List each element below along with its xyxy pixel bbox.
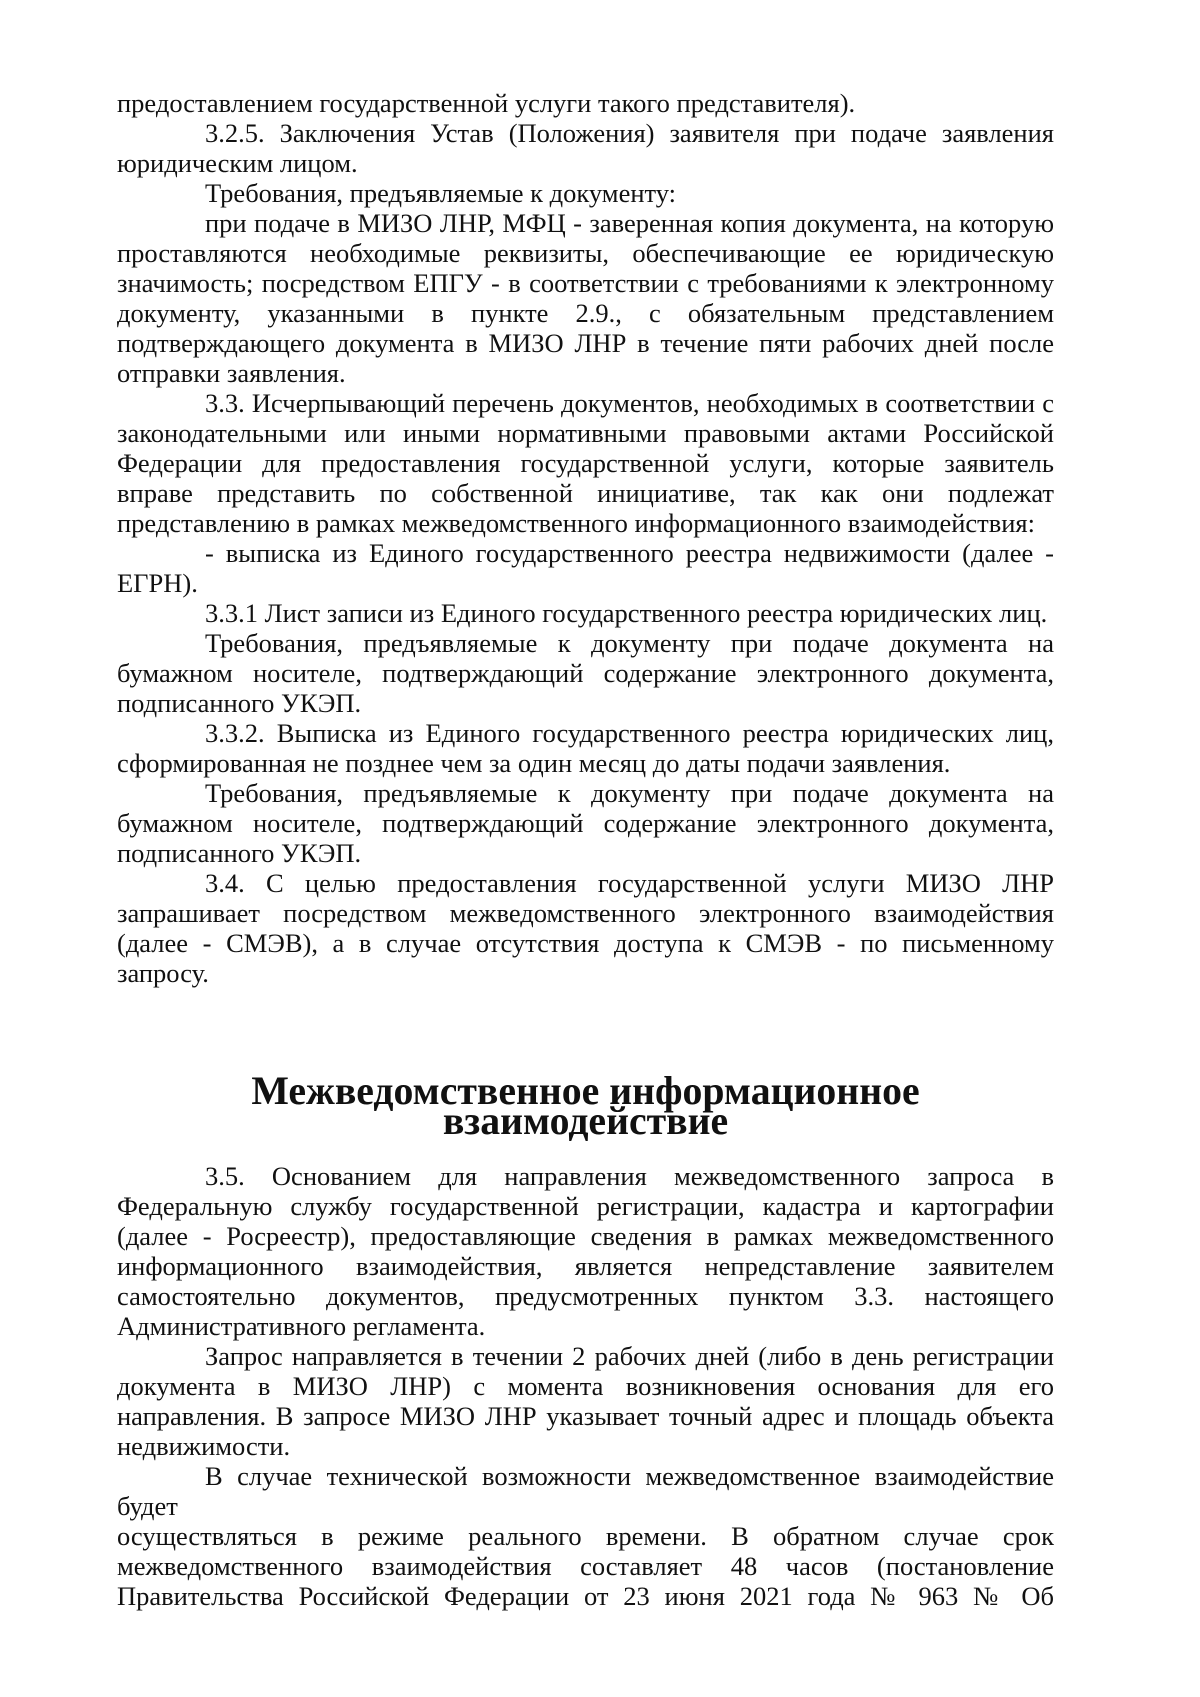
- paragraph-p35: 3.5. Основанием для направления межведомственного запроса в Федеральную службу государственной регистрации, кадастра и картографии (далее - Росреестр), предоставляющие сведения в рамках межведомственного информационного взаимодействия, является непредставление заявителем самостоятельно документов, предусмотренных пунктом 3.3. настоящего Административного регламента.: [117, 1161, 1054, 1341]
- paragraph-req3: Требования, предъявляемые к документу при подаче документа на бумажном носителе, подтверждающий содержание электронного документа, подписанного УКЭП.: [117, 778, 1054, 868]
- paragraph-p325: 3.2.5. Заключения Устав (Положения) заявителя при подаче заявления юридическим лицом.: [117, 118, 1054, 178]
- text-line: В случае технической возможности межведомственное взаимодействие будет: [117, 1461, 1054, 1521]
- paragraph-req1b: при подаче в МИЗО ЛНР, МФЦ - заверенная копия документа, на которую проставляются необходимые реквизиты, обеспечивающие ее юридическую значимость; посредством ЕПГУ - в соответствии с требованиями к электронному документу, указанными в пункте 2.9., с обязательным представлением подтверждающего документа в МИЗО ЛНР в течение пяти рабочих дней после отправки заявления.: [117, 208, 1054, 388]
- paragraph-p33: 3.3. Исчерпывающий перечень документов, необходимых в соответствии с законодательными или иными нормативными правовыми актами Российской Федерации для предоставления государственной услуги, которые заявитель вправе представить по собственной инициативе, так как они подлежат представлению в рамках межведомственного информационного взаимодействия:: [117, 388, 1054, 538]
- paragraph-zapros: Запрос направляется в течении 2 рабочих дней (либо в день регистрации документа в МИЗО ЛНР) с момента возникновения основания для его направления. В запросе МИЗО ЛНР указывает точный адрес и площадь объекта недвижимости.: [117, 1341, 1054, 1461]
- paragraph-p331: 3.3.1 Лист записи из Единого государственного реестра юридических лиц.: [205, 598, 1048, 628]
- text-line: осуществляться в режиме реального времени. В обратном случае срок: [117, 1521, 1054, 1551]
- paragraph-p34: 3.4. С целью предоставления государственной услуги МИЗО ЛНР запрашивает посредством межведомственного электронного взаимодействия (далее - СМЭВ), а в случае отсутствия доступа к СМЭВ - по письменному запросу.: [117, 868, 1054, 988]
- paragraph-p332: 3.3.2. Выписка из Единого государственного реестра юридических лиц, сформированная не позднее чем за один месяц до даты подачи заявления.: [117, 718, 1054, 778]
- text-line: Правительства Российской Федерации от 23 июня 2021 года № 963 № Об: [117, 1581, 1054, 1611]
- document-body-bottom: [117, 1161, 1054, 1461]
- text-line: межведомственного взаимодействия составляет 48 часов (постановление: [117, 1551, 1054, 1581]
- paragraph-egrn: - выписка из Единого государственного реестра недвижимости (далее - ЕГРН).: [117, 538, 1054, 598]
- paragraph-cont: предоставлением государственной услуги такого представителя).: [117, 88, 856, 118]
- paragraph-req2: Требования, предъявляемые к документу при подаче документа на бумажном носителе, подтверждающий содержание электронного документа, подписанного УКЭП.: [117, 628, 1054, 718]
- document-body-top: [117, 88, 1054, 988]
- paragraph-req1: Требования, предъявляемые к документу:: [205, 178, 677, 208]
- section-heading: Межведомственное информационное взаимодействие: [251, 1069, 920, 1143]
- paragraph-last: [117, 1461, 1054, 1611]
